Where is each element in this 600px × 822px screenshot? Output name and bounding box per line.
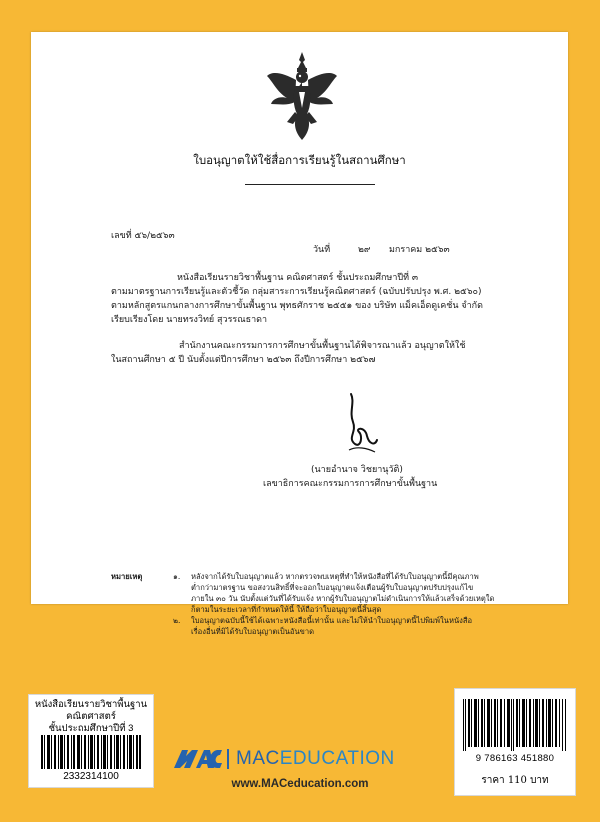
note-2-line-1: ใบอนุญาตฉบับนี้ใช้ได้เฉพาะหนังสือนี้เท่านั้น และไม่ให้นำใบอนุญาตนี้ไปพิมพ์ในหนังสือ [191,616,473,625]
document-title: ใบอนุญาตให้ใช้สื่อการเรียนรู้ในสถานศึกษา [193,153,406,167]
book-code: 2332314100 [63,771,119,782]
website-url: www.MACeducation.com [231,778,369,790]
note-2-line-2: เรื่องอื่นที่มิได้รับใบอนุญาตเป็นอันขาด [191,627,315,636]
license-number: เลขที่ ๕๖/๒๕๖๓ [111,231,175,241]
brand-light: EDUCATION [279,748,395,769]
mac-logo-icon [174,746,224,772]
date-label: วันที่ [313,245,331,255]
license-document [31,32,568,636]
note-1-line-1: หลังจากได้รับใบอนุญาตแล้ว หากตรวจพบเหตุที่ทำให้หนังสือที่ได้รับใบอนุญาตนี้มีคุณภาพ [191,572,479,581]
garuda-emblem-icon [267,52,337,140]
paragraph-1-line-3: ตามหลักสูตรแกนกลางการศึกษาขั้นพื้นฐาน พุทธศักราช ๒๕๕๑ ของ บริษัท แม็คเอ็ดดูเคชั่น จำกัด [111,301,483,311]
brand-name [236,748,395,770]
brand-bold: MAC [236,748,280,769]
isbn-barcode-box [454,688,576,796]
book-label-line-2: คณิตศาสตร์ [66,711,116,722]
barcode-icon [463,699,567,751]
notes-label: หมายเหตุ [111,572,143,581]
date-month-year: มกราคม ๒๕๖๓ [389,245,450,255]
paragraph-1-line-1: หนังสือเรียนรายวิชาพื้นฐาน คณิตศาสตร์ ชั้นประถมศึกษาปีที่ ๓ [177,273,419,283]
signer-position: เลขาธิการคณะกรรมการการศึกษาขั้นพื้นฐาน [263,479,438,489]
signature-icon [341,392,381,454]
isbn-number: 9 786163 451880 [475,753,555,764]
paragraph-1-line-4: เรียบเรียงโดย นายทรงวิทย์ สุวรรณธาดา [111,315,268,325]
price-label: ราคา 110 บาท [481,775,549,786]
paragraph-2-line-1: สำนักงานคณะกรรมการการศึกษาขั้นพื้นฐานได้พิจารณาแล้ว อนุญาตให้ใช้ [179,341,466,351]
signer-name: (นายอำนาจ วิชยานุวัติ) [311,465,403,475]
paragraph-1-line-2: ตามมาตรฐานการเรียนรู้และตัวชี้วัด กลุ่มสาระการเรียนรู้คณิตศาสตร์ (ฉบับปรับปรุง พ.ศ. ๒๕๖๐) [111,287,482,297]
note-1-line-3: ภายใน ๓๐ วัน นับตั้งแต่วันที่ได้รับแจ้ง หากผู้รับใบอนุญาตไม่ดำเนินการให้แล้วเสร็จด้วยเหตุใด [191,594,495,603]
note-1-line-4: ก็ตามในระยะเวลาที่กำหนดให้นี้ ให้ถือว่าใบอนุญาตนี้สิ้นสุด [191,605,382,614]
book-label [28,694,154,788]
book-label-line-3: ชั้นประถมศึกษาปีที่ 3 [48,723,134,734]
note-2-number: ๒. [173,616,181,625]
paragraph-2-line-2: ในสถานศึกษา ๕ ปี นับตั้งแต่ปีการศึกษา ๒๕๖๓ ถึงปีการศึกษา ๒๕๖๗ [111,355,376,365]
book-label-line-1: หนังสือเรียนรายวิชาพื้นฐาน [34,699,148,710]
barcode-icon [41,735,141,769]
title-underline [245,184,375,185]
note-1-line-2: ต่ำกว่ามาตรฐาน ขอสงวนสิทธิ์ที่จะออกใบอนุญาตแจ้งเตือนผู้รับใบอนุญาตปรับปรุงแก้ไข [191,583,474,592]
date-day: ๒๙ [358,245,371,255]
note-1-number: ๑. [173,572,181,581]
logo-divider [227,749,229,769]
